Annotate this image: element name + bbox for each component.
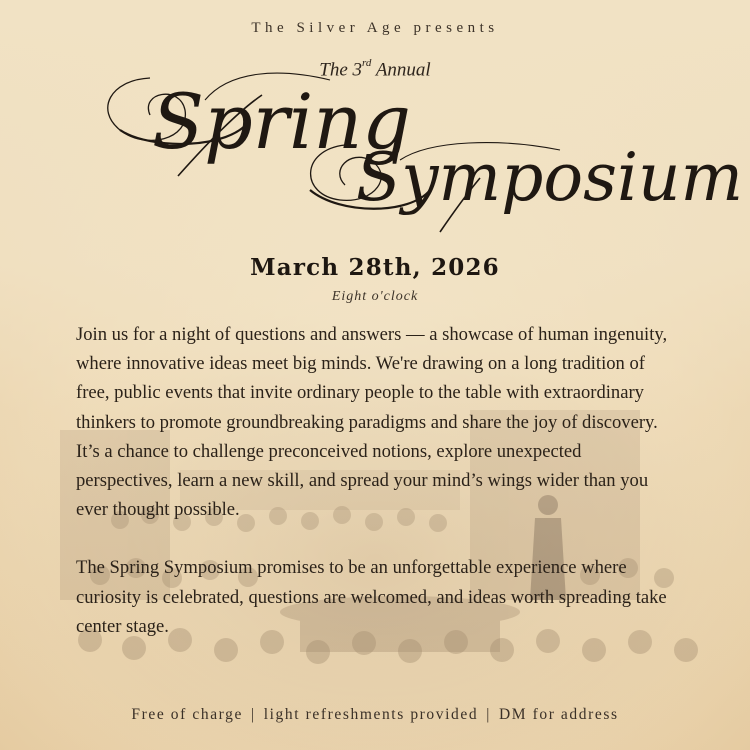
description-paragraph-1: Join us for a night of questions and answers — a showcase of human ingenuity, where innovative ideas meet big minds. We're drawing on a long tradition of free, public events that invite ordinary people to the table with extraordinary thinkers to promote groundbreaking paradigms and share the joy of discovery. It’s a chance to challenge preconceived notions, explore unexpected perspectives, learn a new skill, and spread your mind’s wings wider than you ever thought possible. [76, 324, 668, 521]
edition-prefix: The 3 [319, 59, 363, 81]
footer-address: DM for address [498, 706, 619, 723]
edition-ordinal-suffix: rd [362, 57, 372, 69]
footer-refreshments: light refreshments provided [263, 706, 479, 723]
footer-separator: | [486, 706, 491, 723]
event-title [0, 0, 750, 260]
footer-separator: | [251, 706, 256, 723]
event-description [76, 320, 676, 641]
event-time: Eight o'clock [331, 289, 419, 304]
event-date: March 28th, 2026 [250, 254, 500, 281]
presenter-line: The Silver Age presents [251, 20, 499, 36]
description-paragraph-2: The Spring Symposium promises to be an unforgettable experience where curiosity is celebrated, questions are welcomed, and ideas worth spreading take center stage. [76, 557, 667, 637]
title-word-spring: Spring [152, 77, 411, 166]
footer-price: Free of charge [131, 706, 243, 723]
event-details-footer [0, 706, 750, 724]
edition-tail: Annual [371, 59, 431, 81]
title-word-symposium: Symposium [356, 139, 744, 216]
